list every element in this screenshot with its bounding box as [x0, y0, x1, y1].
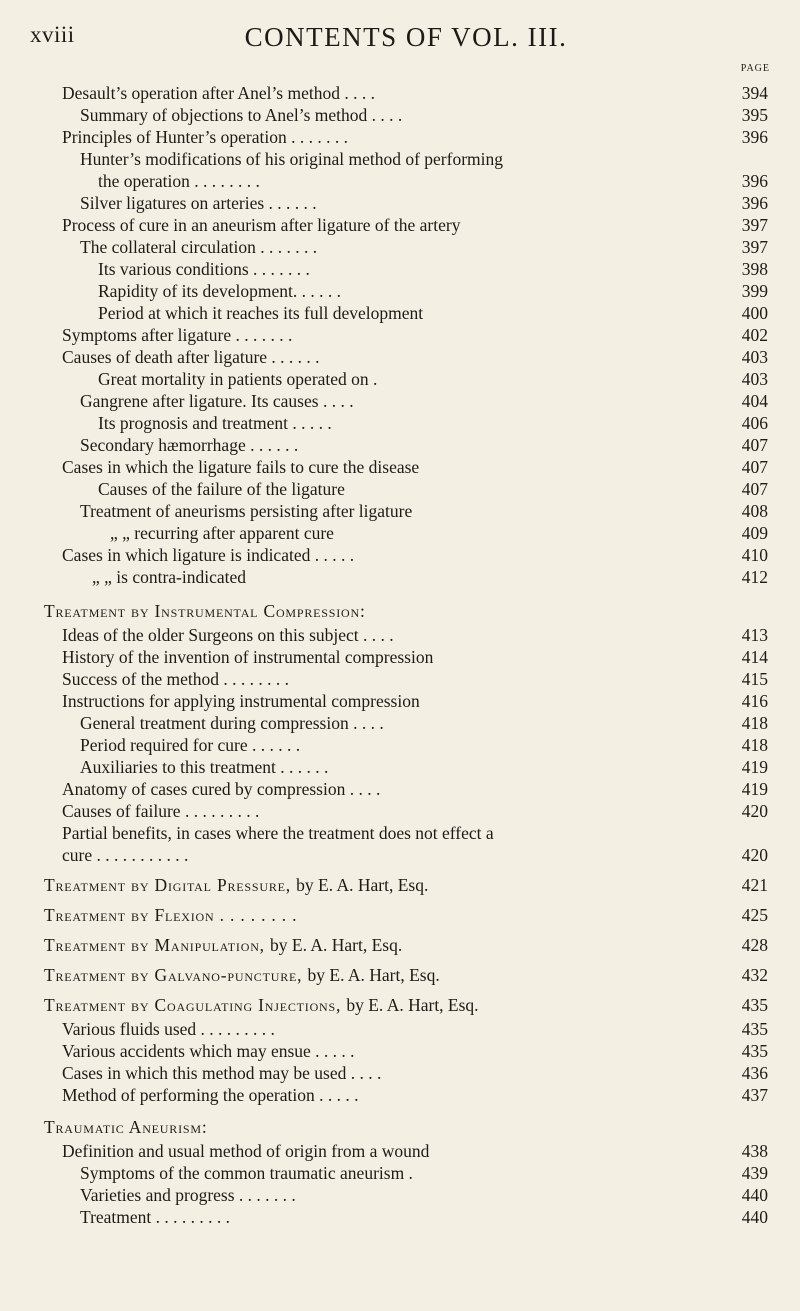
toc-page-number: 435	[741, 995, 768, 1015]
toc-page-number: 400	[741, 303, 768, 323]
toc-page-number: 420	[741, 845, 768, 865]
toc-page-number: 408	[741, 501, 768, 521]
page-number: xviii	[30, 22, 75, 47]
toc-page-number: 404	[741, 391, 768, 411]
toc-page-number: 397	[741, 215, 768, 235]
toc-page-number: 419	[741, 757, 768, 777]
toc-page-number: 406	[741, 413, 768, 433]
page-column-label: PAGE	[740, 63, 770, 74]
toc-page-number: 396	[741, 171, 768, 191]
toc-page-number: 398	[741, 259, 768, 279]
toc-page-number: 440	[741, 1207, 768, 1227]
toc-page-number: 407	[741, 457, 768, 477]
toc-page-number: 420	[741, 801, 768, 821]
toc-page-number: 403	[741, 369, 768, 389]
toc-page-number: 436	[741, 1063, 768, 1083]
toc-page-number: 402	[741, 325, 768, 345]
toc-page-number: 435	[741, 1019, 768, 1039]
toc-page-number: 435	[741, 1041, 768, 1061]
toc-page-number: 403	[741, 347, 768, 367]
contents-page: xviii CONTENTS OF VOL. III. PAGE Desault’s operation after Anel’s method . . . . 394 Summary of objections to Anel’s method . . . . 395 Principles of Hunter’s operation . . . . . . . 396 Hunter’s modifications of his original method of performing the operation . . . . . . . . 396 Silver ligatures on arteries . . . . . . 396 Process of cure in an aneurism after ligature of the artery 397 The collateral circulation . . . . . . . 397 Its various conditions . . . . . . . 398 Rapidity of its development. . . . . . 399 Period at which it reaches its full development 400 Symptoms after ligature . . . . . . . 402 Causes of death after ligature . . . . . . 403 Great mortality in patients operated on . 403 Gangrene after ligature. Its causes . . . . 404 Its prognosis and treatment . . . . . 406 Secondary hæmorrhage . . . . . . 407 Cases in which the ligature fails to cure the disease 407 Causes of the failure of the ligature 407 Treatment of aneurisms persisting after ligature 408 „ „ recurring after apparent cure 409 Cases in which ligature is indicated . . . . . 410 „ „ is contra-indicated 412 Treatment by Instrumental Compression: Ideas of the older Surgeons on this subject . . . . 413 History of the invention of instrumental compression 414 Success of the method . . . . . . . . 415 Instructions for applying instrumental compression 416 General treatment during compression . . . . 418 Period required for cure . . . . . . 418 Auxiliaries to this treatment . . . . . . 419 Anatomy of cases cured by compression . . . . 419 Causes of failure . . . . . . . . . 420 Partial benefits, in cases where the treatment does not effect a cure . . . . . . . . . . . 420 Treatment by Digital Pressure, by E. A. Hart, Esq. 421 Treatment by Flexion . . . . . . . . 425 Treatment by Manipulation, by E. A. Hart, Esq. 428 Treatment by Galvano-puncture, by E. A. Hart, Esq. 432 Treatment by Coagulating Injections, by E. A. Hart, Esq. 435 Various fluids used . . . . . . . . . 435 Various accidents which may ensue . . . . . 435 Cases in which this method may be used . . . . 436 Method of performing the operation . . . . . 437 Traumatic Aneurism: Definition and usual method of origin from a wound 438 Symptoms of the common traumatic aneurism . 439 Varieties and progress . . . . . . . 440 Treatment . . . . . . . . . 440	[0, 0, 800, 1311]
toc-page-number: 428	[741, 935, 768, 955]
toc-page-number: 413	[741, 625, 768, 645]
toc-page-number: 394	[741, 83, 768, 103]
toc-page-number: 407	[741, 479, 768, 499]
toc-page-number: 437	[741, 1085, 768, 1105]
toc-page-number: 396	[741, 127, 768, 147]
toc-page-number: 415	[741, 669, 768, 689]
toc-page-number: 412	[741, 567, 768, 587]
toc-page-number: 440	[741, 1185, 768, 1205]
toc-page-number: 438	[741, 1141, 768, 1161]
toc-page-number: 396	[741, 193, 768, 213]
toc-page-number: 418	[741, 713, 768, 733]
toc-page-number: 395	[741, 105, 768, 125]
toc-page-number: 416	[741, 691, 768, 711]
toc-page-number: 410	[741, 545, 768, 565]
toc-page-number: 397	[741, 237, 768, 257]
page-title: CONTENTS OF VOL. III.	[244, 22, 568, 52]
toc-page-number: 399	[741, 281, 768, 301]
toc-page-number: 439	[741, 1163, 768, 1183]
toc-page-number: 418	[741, 735, 768, 755]
toc-page-number: 425	[741, 905, 768, 925]
toc-page-number: 414	[741, 647, 768, 667]
toc-page-number: 432	[741, 965, 768, 985]
toc-page-number: 421	[741, 875, 768, 895]
toc-page-number: 407	[741, 435, 768, 455]
toc-page-number: 419	[741, 779, 768, 799]
page-header	[30, 22, 782, 56]
toc-page-number: 409	[741, 523, 768, 543]
